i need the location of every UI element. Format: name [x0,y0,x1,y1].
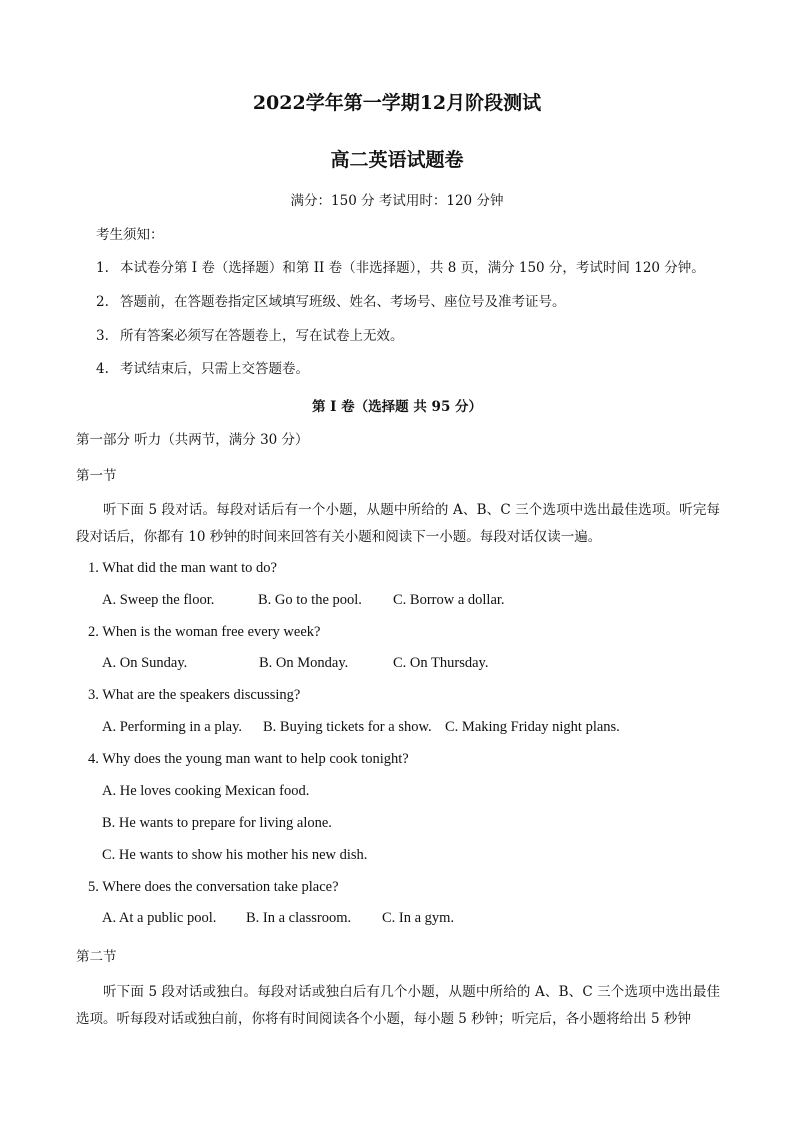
answer-option: B. In a classroom. [246,910,352,926]
section-heading: 第二节 [76,949,117,965]
section-instructions: 听下面 5 段对话或独白。每段对话或独白后有几个小题，从题中所给的 A、B、C 三个选项中选出最佳选项。听每段对话或独白前，你将有时间阅读各个小题，每小题 5 秒钟；听完后，各小题将给出 5 秒钟 [76,984,720,1027]
notice-item [96,324,404,344]
answer-option: C. Making Friday night plans. [445,719,620,735]
question-stem: 4. Why does the young man want to help cook tonight? [88,751,409,767]
answer-option: C. Borrow a dollar. [393,592,505,608]
question-stem: 1. What did the man want to do? [88,560,277,576]
notice-item-number: 4. [96,361,109,377]
answer-option: B. On Monday. [259,655,349,671]
question-stem: 5. Where does the conversation take place? [88,879,339,895]
answer-option: C. In a gym. [382,910,455,926]
answer-option: A. On Sunday. [102,655,188,671]
notice-item-text: 本试卷分第 I 卷（选择题）和第 II 卷（非选择题），共 8 页，满分 150 分，考试时间 120 分钟。 [120,260,705,276]
notice-heading: 考生须知： [96,227,164,243]
volume-heading: 第 I 卷（选择题 共 95 分） [311,399,483,415]
notice-item-text: 答题前，在答题卷指定区域填写班级、姓名、考场号、座位号及准考证号。 [120,294,566,310]
part-heading: 第一部分 听力（共两节，满分 30 分） [76,432,309,448]
answer-option: A. Performing in a play. [102,719,243,735]
answer-option: A. He loves cooking Mexican food. [102,783,310,799]
notice-item-text: 所有答案必须写在答题卷上，写在试卷上无效。 [120,328,404,344]
exam-subtitle: 高二英语试题卷 [330,149,464,171]
score-time-info: 满分：150 分 考试用时：120 分钟 [290,193,504,209]
answer-option: B. He wants to prepare for living alone. [102,815,332,831]
answer-option: A. At a public pool. [102,910,217,926]
answer-option: C. He wants to show his mother his new dish. [102,847,368,863]
question-stem: 2. When is the woman free every week? [88,624,321,640]
exam-title: 2022学年第一学期12月阶段测试 [252,92,542,114]
notice-item [96,357,309,377]
answer-option: B. Go to the pool. [258,592,362,608]
notice-item [96,256,705,276]
answer-option: C. On Thursday. [393,655,489,671]
notice-item-number: 2. [96,294,109,310]
notice-item [96,290,566,310]
notice-item-text: 考试结束后，只需上交答题卷。 [120,361,309,377]
answer-option: B. Buying tickets for a show. [263,719,432,735]
question-stem: 3. What are the speakers discussing? [88,687,301,703]
section-heading: 第一节 [76,468,117,484]
notice-item-number: 3. [96,328,109,344]
notice-item-number: 1. [96,260,109,276]
section-instructions: 听下面 5 段对话。每段对话后有一个小题，从题中所给的 A、B、C 三个选项中选出最佳选项。听完每段对话后，你都有 10 秒钟的时间来回答有关小题和阅读下一小题。每段对话仅读一遍。 [76,502,720,545]
answer-option: A. Sweep the floor. [102,592,215,608]
